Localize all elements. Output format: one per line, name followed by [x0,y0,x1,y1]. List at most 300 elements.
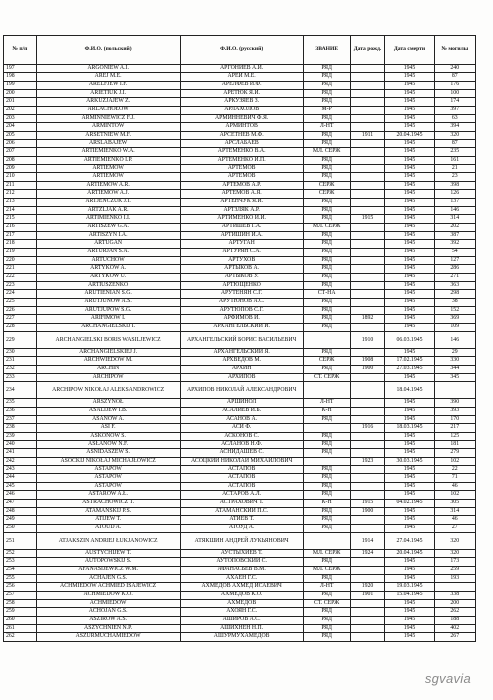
name-polish-cell: ASI F. [36,424,180,432]
grave-number-cell: 387 [434,231,475,239]
name-russian-cell: АРКУЗЯЕВ З. [180,98,303,106]
birth-date-cell [350,206,385,214]
name-russian-cell: АРТЫКОВ У. [180,273,303,281]
table-row [4,574,476,582]
table-row [4,399,476,407]
death-date-cell: 1945 [385,98,434,106]
grave-number-cell: 392 [434,240,475,248]
death-date-cell: 1945 [385,115,434,123]
row-number-cell: 244 [4,474,37,482]
grave-number-cell: 397 [434,106,475,114]
col-header-birth-date: Дата рожд. [350,36,385,65]
death-date-cell: 1945 [385,190,434,198]
grave-number-cell [434,382,475,399]
birth-date-cell [350,173,385,181]
birth-date-cell [350,90,385,98]
name-polish-cell: ATJAKSZIN ANDRIEJ ŁUKJANOWICZ [36,532,180,549]
name-polish-cell: ASNIDASZEW S. [36,449,180,457]
name-russian-cell: АРТУХОВ [180,256,303,264]
name-russian-cell: АРХАНГЕЛЬСКИЙ И. [180,323,303,331]
grave-number-cell: 152 [434,306,475,314]
name-russian-cell: АРХВЕДОВ М. [180,357,303,365]
birth-date-cell [350,574,385,582]
birth-date-cell [350,633,385,641]
grave-number-cell: 369 [434,315,475,323]
table-row [4,156,476,164]
death-date-cell: 1945 [385,441,434,449]
rank-cell: РЯД [303,281,350,289]
name-polish-cell: ARTIEMIENKO I.P. [36,156,180,164]
rank-cell: МЛ. СЕРЖ [303,148,350,156]
table-row [4,457,476,465]
name-polish-cell: ARTIEMIENKO W.A. [36,148,180,156]
name-polish-cell: ARMINTOW [36,123,180,131]
name-russian-cell: АРЕЛФЕВ И.Ф. [180,81,303,89]
grave-number-cell: 202 [434,223,475,231]
table-row [4,240,476,248]
grave-number-cell: 279 [434,449,475,457]
death-date-cell: 18.03.1945 [385,424,434,432]
table-row [4,81,476,89]
birth-date-cell [350,566,385,574]
rank-cell: РЯД [303,206,350,214]
name-russian-cell: АХМЕДОВ АХМЕД ИСАЕВИЧ [180,583,303,591]
table-row [4,382,476,399]
table-row [4,332,476,349]
birth-date-cell [350,248,385,256]
death-date-cell: 20.04.1945 [385,549,434,557]
row-number-cell: 262 [4,633,37,641]
death-date-cell: 1945 [385,599,434,607]
name-polish-cell: ACHMIEDOW [36,599,180,607]
rank-cell: РЯД [303,558,350,566]
table-row [4,165,476,173]
birth-date-cell [350,73,385,81]
name-russian-cell: АХМЕДОВ [180,599,303,607]
name-polish-cell: ARSZYNOŁ [36,399,180,407]
birth-date-cell [350,148,385,156]
name-polish-cell: ACHMIEDOW K.O. [36,591,180,599]
birth-date-cell: 1920 [350,583,385,591]
birth-date-cell [350,273,385,281]
grave-number-cell: 102 [434,457,475,465]
birth-date-cell: 1900 [350,507,385,515]
birth-date-cell: 1923 [350,457,385,465]
death-date-cell: 1945 [385,156,434,164]
grave-number-cell: 390 [434,399,475,407]
death-date-cell: 1945 [385,198,434,206]
name-russian-cell: АРХИН [180,365,303,373]
row-number-cell: 220 [4,256,37,264]
grave-number-cell: 271 [434,273,475,281]
death-date-cell: 1945 [385,466,434,474]
table-row [4,98,476,106]
row-number-cell: 259 [4,608,37,616]
grave-number-cell: 23 [434,173,475,181]
row-number-cell: 227 [4,315,37,323]
name-polish-cell: ARMINNIEWICZ F.J. [36,115,180,123]
name-russian-cell: АРТЁМОВ А.Р. [180,181,303,189]
row-number-cell: 221 [4,265,37,273]
row-number-cell: 230 [4,349,37,357]
grave-number-cell: 126 [434,190,475,198]
rank-cell: МЛ. СЕРЖ [303,549,350,557]
grave-number-cell: 259 [434,566,475,574]
rank-cell: РЯД [303,633,350,641]
birth-date-cell [350,98,385,106]
row-number-cell: 199 [4,81,37,89]
table-row [4,566,476,574]
name-polish-cell: ATAMANSKIJ P.S. [36,507,180,515]
name-russian-cell: АРМИНТОВ [180,123,303,131]
grave-number-cell: 320 [434,532,475,549]
death-date-cell: 1945 [385,256,434,264]
birth-date-cell: 1911 [350,131,385,139]
table-row [4,265,476,273]
rank-cell: РЯД [303,73,350,81]
name-polish-cell: ASTAPOW [36,466,180,474]
row-number-cell: 219 [4,248,37,256]
rank-cell: РЯД [303,482,350,490]
birth-date-cell [350,156,385,164]
birth-date-cell [350,123,385,131]
death-date-cell: 1945 [385,173,434,181]
rank-cell: РЯД [303,516,350,524]
birth-date-cell [350,81,385,89]
death-date-cell: 1945 [385,432,434,440]
rank-cell: РЯД [303,265,350,273]
death-date-cell: 20.04.1945 [385,131,434,139]
row-number-cell: 200 [4,90,37,98]
name-polish-cell: ARTIEMOW [36,165,180,173]
table-row [4,424,476,432]
rank-cell: Л-НТ [303,583,350,591]
death-date-cell: 1945 [385,474,434,482]
name-polish-cell: AUTOPOWSKIJ S. [36,558,180,566]
death-date-cell: 27.03.1945 [385,365,434,373]
name-russian-cell: АТЯКШИН АНДРЕЙ ЛУКЬЯНОВИЧ [180,532,303,549]
birth-date-cell [350,449,385,457]
table-row [4,231,476,239]
name-russian-cell: АРХАНГЕЛЬСКИЙ БОРИС ВАСИЛЬЕВИЧ [180,332,303,349]
name-russian-cell: АРШИНОЛ [180,399,303,407]
name-polish-cell: ASZIROW A.S. [36,616,180,624]
table-row [4,123,476,131]
name-russian-cell: АРХАНГЕЛЬСКИЙ Я. [180,349,303,357]
rank-cell: МЛ. СЕРЖ [303,566,350,574]
row-number-cell: 206 [4,140,37,148]
table-row [4,248,476,256]
rank-cell: РЯД [303,240,350,248]
name-polish-cell: ASTAPOW [36,474,180,482]
name-russian-cell: АРЛАХОЛОВ [180,106,303,114]
death-date-cell: 1945 [385,491,434,499]
row-number-cell: 205 [4,131,37,139]
table-row [4,407,476,415]
col-header-num: № п/п [4,36,37,65]
grave-number-cell: 22 [434,466,475,474]
name-russian-cell: АРГОНИЕВ А.И. [180,65,303,73]
table-row [4,256,476,264]
death-date-cell: 1945 [385,273,434,281]
name-polish-cell: ARCHANGIELSKI BORIS WASILJEWICZ [36,332,180,349]
row-number-cell: 251 [4,532,37,549]
row-number-cell: 204 [4,123,37,131]
birth-date-cell [350,624,385,632]
birth-date-cell [350,181,385,189]
grave-number-cell: 193 [434,574,475,582]
death-date-cell: 1945 [385,407,434,415]
table-row [4,549,476,557]
birth-date-cell: 1915 [350,499,385,507]
rank-cell: РЯД [303,231,350,239]
death-date-cell: 1945 [385,624,434,632]
birth-date-cell [350,524,385,532]
birth-date-cell: 1901 [350,591,385,599]
name-polish-cell: ARSLABAJEW [36,140,180,148]
grave-number-cell: 305 [434,499,475,507]
death-date-cell: 1945 [385,399,434,407]
grave-number-cell: 174 [434,98,475,106]
name-polish-cell: ATIJEW T. [36,516,180,524]
table-row [4,583,476,591]
name-russian-cell: АРТЕМЕНКО В.А. [180,148,303,156]
name-polish-cell: ARTIMIENKO I.I. [36,215,180,223]
grave-number-cell: 87 [434,73,475,81]
rank-cell: СЕРЖ [303,357,350,365]
grave-number-cell: 200 [434,599,475,607]
rank-cell: РЯД [303,256,350,264]
grave-number-cell: 146 [434,206,475,214]
table-row [4,558,476,566]
row-number-cell: 229 [4,332,37,349]
row-number-cell: 207 [4,148,37,156]
death-date-cell: 1945 [385,507,434,515]
rank-cell: СЕРЖ [303,190,350,198]
name-polish-cell: ARTISZEW G.A. [36,223,180,231]
row-number-cell: 261 [4,624,37,632]
birth-date-cell: 1915 [350,215,385,223]
birth-date-cell [350,165,385,173]
rank-cell: Л-НТ [303,399,350,407]
death-date-cell: 1945 [385,240,434,248]
table-row [4,206,476,214]
table-row [4,190,476,198]
table-row [4,223,476,231]
row-number-cell: 256 [4,583,37,591]
col-header-name-polish: Ф.И.О. (польский) [36,36,180,65]
birth-date-cell [350,298,385,306]
name-polish-cell: ARCHIN [36,365,180,373]
birth-date-cell [350,608,385,616]
table-row [4,357,476,365]
grave-number-cell: 29 [434,349,475,357]
name-russian-cell: АРТИШЕВ Г.А. [180,223,303,231]
name-polish-cell: ARGONIEW A.I. [36,65,180,73]
name-russian-cell: АРХИПОВ НИКОЛАЙ АЛЕКСАНДРОВИЧ [180,382,303,399]
rank-cell: РЯД [303,624,350,632]
header-row [4,36,476,65]
name-polish-cell: ASTAPOW [36,482,180,490]
name-polish-cell: ARCHANGIELSKIEJ J. [36,349,180,357]
table-row [4,290,476,298]
birth-date-cell [350,382,385,399]
table-row [4,148,476,156]
birth-date-cell [350,599,385,607]
rank-cell: К-Н [303,407,350,415]
table-row [4,115,476,123]
row-number-cell: 246 [4,491,37,499]
name-polish-cell: ARLACHOŁOW [36,106,180,114]
name-russian-cell: АТИЕВ Т. [180,516,303,524]
name-polish-cell: AREJ M.E. [36,73,180,81]
row-number-cell: 237 [4,416,37,424]
col-header-death-date: Дата смерти [385,36,434,65]
death-date-cell: 1945 [385,616,434,624]
row-number-cell: 239 [4,432,37,440]
grave-number-cell: 127 [434,256,475,264]
table-row [4,599,476,607]
grave-number-cell: 344 [434,365,475,373]
rank-cell: РЯД [303,215,350,223]
table-row [4,181,476,189]
name-russian-cell: АСЛАНОВ Н.Ф. [180,441,303,449]
birth-date-cell: 1924 [350,549,385,557]
name-russian-cell: АРТЁМОВ А.Я. [180,190,303,198]
death-date-cell: 1945 [385,248,434,256]
rank-cell: РЯД [303,365,350,373]
name-polish-cell: ATOUD A. [36,524,180,532]
rank-cell: РЯД [303,298,350,306]
death-date-cell: 1945 [385,265,434,273]
death-date-cell: 1945 [385,281,434,289]
rank-cell: РЯД [303,248,350,256]
birth-date-cell [350,190,385,198]
name-russian-cell: АШИРОВ А.С. [180,616,303,624]
name-polish-cell: ARTIUSZENKO [36,281,180,289]
birth-date-cell [350,516,385,524]
table-row [4,215,476,223]
rank-cell [303,424,350,432]
row-number-cell: 203 [4,115,37,123]
death-date-cell: 1945 [385,290,434,298]
name-russian-cell: АСАЛИЕВ И.Б. [180,407,303,415]
table-row [4,374,476,382]
col-header-name-russian: Ф.И.О. (русский) [180,36,303,65]
name-polish-cell: ARTUGAN [36,240,180,248]
birth-date-cell: 1910 [350,332,385,349]
rank-cell: К-Н [303,499,350,507]
birth-date-cell: 1908 [350,357,385,365]
grave-number-cell: 181 [434,441,475,449]
birth-date-cell: 1916 [350,424,385,432]
grave-number-cell: 137 [434,198,475,206]
rank-cell: СЕРЖ [303,181,350,189]
name-russian-cell: АРТЮЩЕНКО [180,281,303,289]
table-row [4,524,476,532]
rank-cell: РЯД [303,591,350,599]
rank-cell: РЯД [303,574,350,582]
table-row [4,173,476,181]
row-number-cell: 208 [4,156,37,164]
death-date-cell: 1945 [385,323,434,331]
name-russian-cell: АРУТЮПОВ С.Г. [180,306,303,314]
birth-date-cell [350,231,385,239]
name-polish-cell: ASZURMUCHAMIEDOW [36,633,180,641]
rank-cell: РЯД [303,449,350,457]
name-russian-cell: АРСЕТНЕВ М.Ф. [180,131,303,139]
death-date-cell: 1945 [385,306,434,314]
birth-date-cell: 1900 [350,365,385,373]
rank-cell: РЯД [303,323,350,331]
name-russian-cell: АРТУГАН [180,240,303,248]
name-polish-cell: ARTISZYN I.A. [36,231,180,239]
rank-cell: М-Р [303,106,350,114]
table-row [4,106,476,114]
row-number-cell: 240 [4,441,37,449]
row-number-cell: 198 [4,73,37,81]
grave-number-cell: 63 [434,115,475,123]
death-date-cell: 1945 [385,81,434,89]
rank-cell: РЯД [303,273,350,281]
name-polish-cell: ARUTIENIAN S.G. [36,290,180,298]
col-header-rank: ЗВАНИЕ [303,36,350,65]
death-date-cell: 1945 [385,223,434,231]
row-number-cell: 249 [4,516,37,524]
name-polish-cell: ASTRACHOWICZ T. [36,499,180,507]
grave-number-cell: 46 [434,516,475,524]
rank-cell: РЯД [303,306,350,314]
rank-cell: РЯД [303,115,350,123]
grave-number-cell: 217 [434,424,475,432]
death-date-cell: 06.03.1945 [385,332,434,349]
death-date-cell: 1945 [385,140,434,148]
grave-number-cell: 176 [434,81,475,89]
name-russian-cell: АШИХНЕН Н.П. [180,624,303,632]
death-date-cell: 1945 [385,165,434,173]
death-date-cell: 27.04.1945 [385,532,434,549]
burial-register-table [3,35,476,642]
table-row [4,474,476,482]
death-date-cell: 1945 [385,349,434,357]
row-number-cell: 242 [4,457,37,465]
name-russian-cell: АСНИДАШЕВ С. [180,449,303,457]
death-date-cell: 1945 [385,73,434,81]
grave-number-cell: 402 [434,624,475,632]
rank-cell: РЯД [303,349,350,357]
birth-date-cell [350,432,385,440]
rank-cell: МЛ. СЕРЖ [303,223,350,231]
name-polish-cell: ARUTJUPOW S.G. [36,306,180,314]
row-number-cell: 201 [4,98,37,106]
death-date-cell: 1945 [385,206,434,214]
grave-number-cell: 46 [434,482,475,490]
col-header-grave-number: № могилы [434,36,475,65]
grave-number-cell [434,583,475,591]
name-russian-cell: АУСТЫХИЕВ Т. [180,549,303,557]
name-polish-cell: ASKONOW S. [36,432,180,440]
death-date-cell: 1945 [385,608,434,616]
rank-cell [303,457,350,465]
death-date-cell: 1945 [385,574,434,582]
birth-date-cell [350,374,385,382]
grave-number-cell: 173 [434,558,475,566]
birth-date-cell [350,558,385,566]
rank-cell: РЯД [303,90,350,98]
grave-number-cell: 54 [434,248,475,256]
rank-cell: РЯД [303,507,350,515]
table-row [4,73,476,81]
